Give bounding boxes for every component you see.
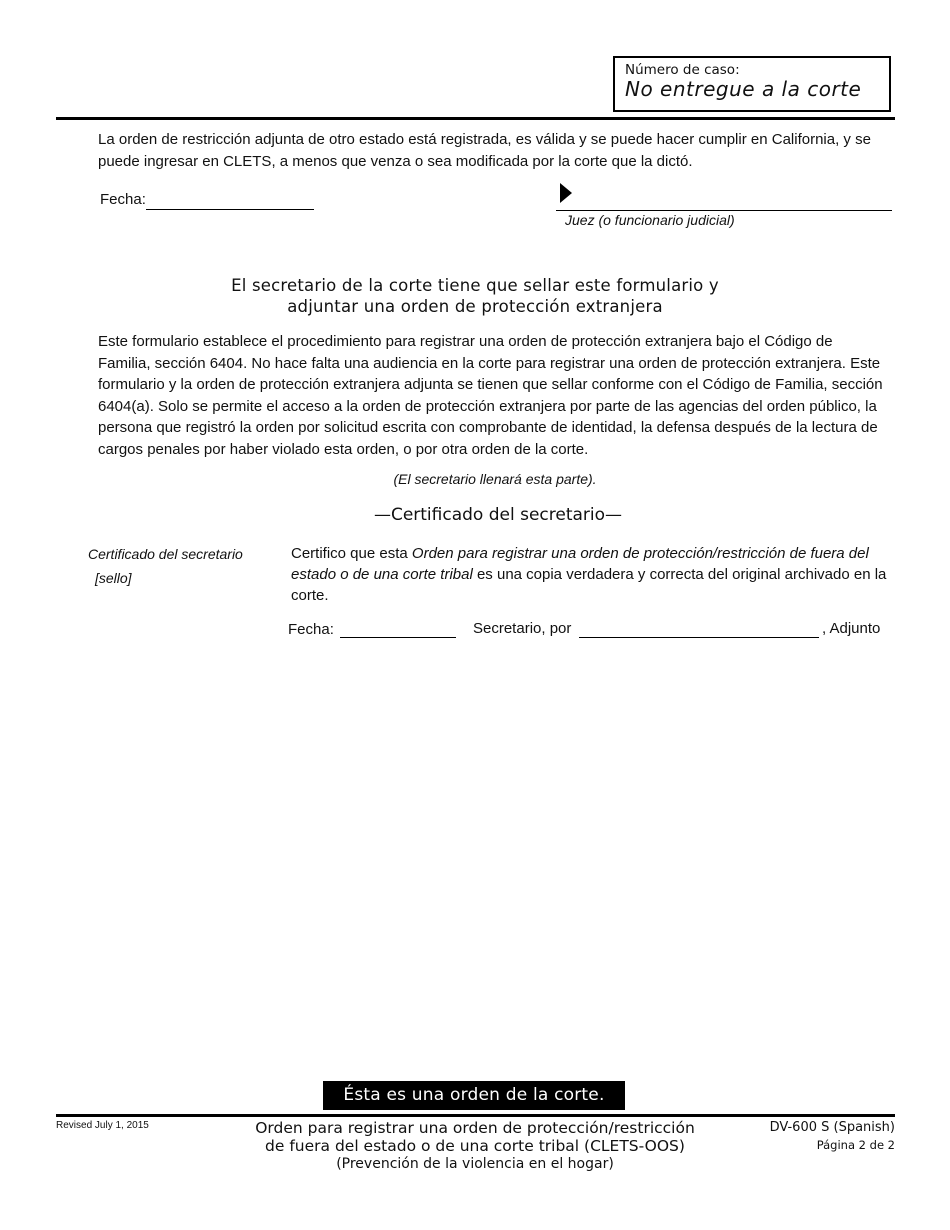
bottom-divider [56, 1114, 895, 1117]
clerk-signature-field[interactable] [579, 637, 819, 638]
seal-label: [sello] [95, 570, 132, 586]
certificate-text [291, 543, 896, 606]
registration-statement: La orden de restricción adjunta de otro estado está registrada, es válida y se puede hacer cumplir en California, y se puede ingresar en CLETS, a menos que venza o sea modificada por la corte que la dictó. [98, 131, 871, 170]
registration-date-label: Fecha: [100, 191, 146, 208]
judge-signature-label: Juez (o funcionario judicial) [565, 212, 735, 228]
certificate-date-field[interactable] [340, 637, 456, 638]
page-number: Página 2 de 2 [816, 1138, 895, 1152]
clerk-section-heading [0, 275, 950, 317]
case-number-label: Número de caso: [625, 62, 740, 78]
deputy-label: , Adjunto [822, 620, 881, 637]
case-number-value: No entregue a la corte [625, 77, 862, 101]
judge-signature-field[interactable] [556, 210, 892, 211]
registration-date-field[interactable] [146, 209, 314, 210]
clerk-heading-line2: adjuntar una orden de protección extranjera [287, 297, 663, 316]
certificate-text-before: Certifico que esta [291, 545, 412, 562]
form-title [200, 1119, 750, 1173]
form-title-line2: de fuera del estado o de una corte tribal (CLETS-OOS) [265, 1137, 685, 1155]
signature-arrow-icon [560, 183, 572, 203]
certificate-side-label: Certificado del secretario [88, 546, 243, 562]
certificate-text-italic: Orden para registrar una orden de protección/restricción de fuera del estado o de una corte tribal [291, 545, 869, 583]
top-divider [56, 117, 895, 120]
clerk-fill-note: (El secretario llenará esta parte). [393, 471, 597, 487]
form-id: DV-600 S (Spanish) [769, 1120, 895, 1135]
certificate-date-label: Fecha: [288, 621, 334, 638]
certificate-title: —Certificado del secretario— [373, 505, 623, 525]
clerk-by-label: Secretario, por [473, 620, 572, 637]
revised-date: Revised July 1, 2015 [56, 1120, 149, 1131]
clerk-section-body: Este formulario establece el procedimiento para registrar una orden de protección extranjera bajo el Código de Familia, sección 6404. No hace falta una audiencia en la corte para registrar una orden de protección extranjera. Este formulario y la orden de protección extranjera adjunta se tienen que sellar conforme con el Código de Familia, sección 6404(a). Solo se permite el acceso a la orden de protección extranjera por parte de las agencias del orden público, la persona que registró la orden por solicitud escrita con comprobante de identidad, la defensa después de la lectura de cargos penales por haber violado esta orden, o por otra orden de la corte. [98, 333, 883, 458]
form-subtitle: (Prevención de la violencia en el hogar) [336, 1156, 614, 1172]
form-title-line1: Orden para registrar una orden de protección/restricción [255, 1119, 695, 1137]
clerk-heading-line1: El secretario de la corte tiene que sellar este formulario y [231, 276, 719, 295]
certificate-text-after: es una copia verdadera y correcta del original archivado en la corte. [291, 566, 887, 604]
court-order-banner: Ésta es una orden de la corte. [323, 1081, 625, 1110]
case-number-box [613, 56, 891, 112]
